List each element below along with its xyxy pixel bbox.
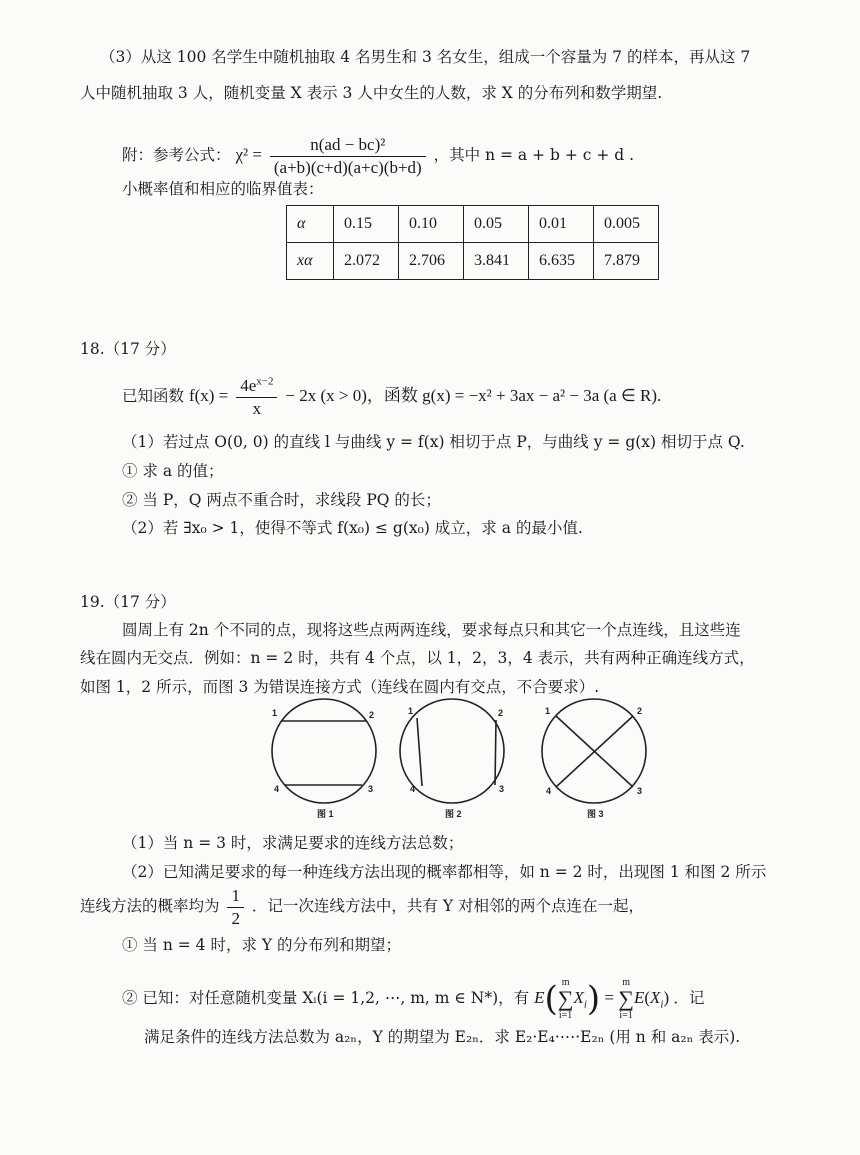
q19-header: 19.（17 分） — [80, 593, 176, 611]
expectation-sum-formula: E( m ∑ $i=1X_i) = m$ ∑ $i=1E(X_i)$ — [534, 977, 674, 1022]
q19-intro2: 线在圆内无交点．例如：n = 2 时，共有 4 个点，以 1，2，3，4 表示，共有两种正确连线方式， — [80, 649, 755, 667]
q19-intro1: 圆周上有 2n 个不同的点，现将这些点两两连线，要求每点只和其它一个点连线，且这些连 — [122, 621, 741, 639]
sum-upper: m — [561, 977, 570, 989]
table-caption: 小概率值和相应的临界值表： — [122, 180, 324, 198]
q19-figures — [262, 698, 662, 822]
x-alpha-row — [287, 243, 659, 280]
appendix-formula — [122, 133, 634, 179]
alpha-cell: 0.10 — [399, 206, 464, 243]
alpha-row — [287, 206, 659, 243]
sum-upper-2: m — [622, 977, 630, 989]
q18-given — [122, 374, 661, 420]
fig1-label-1: 1 — [272, 708, 278, 718]
q18-part2: （2）若 ∃x₀ > 1，使得不等式 f(x₀) ≤ g(x₀) 成立，求 a 的最小值. — [122, 519, 583, 537]
q18-f-exponent: x−2 — [256, 374, 274, 387]
x-alpha-cell: 6.635 — [529, 243, 594, 280]
formula-where: ，其中 n = a + b + c + d . — [433, 146, 635, 164]
x-alpha-cell: 2.706 — [399, 243, 464, 280]
q19-part2-2-post: ．记 — [673, 989, 705, 1007]
q19-part2b-pre: 连线方法的概率均为 — [80, 897, 220, 915]
chi-square-denominator: (a+b)(c+d)(a+c)(b+d) — [273, 157, 422, 177]
q19-part2-2 — [122, 972, 704, 1025]
fig2-label-1: 1 — [408, 706, 414, 716]
half-numerator: 1 — [227, 885, 244, 908]
q18-f-tail: − 2x (x > 0)，函数 g(x) = −x² + 3ax − a² − 3a (a ∈ R). — [285, 386, 662, 405]
q19-intro3: 如图 1，2 所示，而图 3 为错误连接方式（连线在圆内有交点，不合要求）. — [80, 678, 600, 696]
q18-part1: （1）若过点 O(0, 0) 的直线 l 与曲线 y = f(x) 相切于点 P，与曲线 y = g(x) 相切于点 Q. — [122, 433, 745, 451]
chi-square-lhs: χ² = — [235, 145, 262, 164]
alpha-cell: 0.01 — [529, 206, 594, 243]
q18-f-lhs: f(x) = — [188, 386, 229, 405]
q18-f-denominator: x — [252, 398, 262, 418]
q19-part2-3: 满足条件的连线方法总数为 a₂ₙ，Y 的期望为 E₂ₙ．求 E₂·E₄·⋯·E₂ₙ (用 n 和 a₂ₙ 表示). — [144, 1028, 741, 1046]
alpha-label: α — [287, 206, 334, 243]
x-alpha-cell: 7.879 — [594, 243, 659, 280]
chi-square-numerator: n(ad − bc)² — [270, 134, 426, 157]
alpha-cell: 0.005 — [594, 206, 659, 243]
q18-part1b: ② 当 P，Q 两点不重合时，求线段 PQ 的长； — [122, 491, 441, 509]
sum-lower-2: i=1 — [619, 1010, 633, 1022]
q19-part1: （1）当 n = 3 时，求满足要求的连线方法总数； — [122, 834, 464, 852]
appendix-label: 附：参考公式： — [122, 146, 231, 164]
fig2-label-3: 3 — [499, 784, 505, 794]
fig3-label-2: 2 — [637, 706, 643, 716]
fig1-circle — [272, 699, 376, 803]
part3-line1: （3）从这 100 名学生中随机抽取 4 名男生和 3 名女生，组成一个容量为 7 的样本，再从这 7 — [100, 48, 751, 66]
fig3-label-3: 3 — [637, 786, 643, 796]
fig3-label-1: 1 — [545, 706, 551, 716]
x-alpha-label: xα — [287, 243, 334, 280]
fig2-chord-right — [495, 720, 496, 785]
fig2-chord-left — [417, 718, 422, 786]
fig2-label-4: 4 — [410, 784, 416, 794]
fig1-label-4: 4 — [274, 784, 280, 794]
part3-line2: 人中随机抽取 3 人，随机变量 X 表示 3 人中女生的人数，求 X 的分布列和数学期望. — [80, 84, 663, 102]
fig3-label-4: 4 — [546, 786, 552, 796]
chi-square-fraction — [270, 134, 426, 179]
q19-part2-2-pre: ② 已知：对任意随机变量 Xᵢ(i = 1,2, ⋯, m, m ∈ N*)，有 — [122, 989, 530, 1007]
fig1-label-2: 2 — [369, 710, 375, 720]
q18-header: 18.（17 分） — [80, 340, 176, 358]
q18-f-fraction — [236, 375, 277, 420]
half-denominator: 2 — [231, 908, 240, 928]
fig2-caption: 图 2 — [445, 809, 462, 819]
q18-given-prefix: 已知函数 — [122, 387, 185, 405]
q18-part1a: ① 求 a 的值； — [122, 462, 224, 480]
sum-lower: i=1 — [558, 1010, 573, 1022]
q18-f-numerator: 4e — [240, 375, 257, 395]
fig1-caption: 图 1 — [317, 809, 334, 819]
fig1-label-3: 3 — [368, 784, 374, 794]
q19-part2b-post: ．记一次连线方法中，共有 Y 对相邻的两个点连在一起， — [251, 897, 644, 915]
critical-value-table — [286, 205, 659, 280]
alpha-cell: 0.15 — [334, 206, 399, 243]
q19-part2b — [80, 884, 644, 930]
x-alpha-cell: 3.841 — [464, 243, 529, 280]
alpha-cell: 0.05 — [464, 206, 529, 243]
q19-part2-1: ① 当 n = 4 时，求 Y 的分布列和期望； — [122, 936, 402, 954]
fig3-caption: 图 3 — [587, 809, 604, 819]
half-fraction — [227, 885, 244, 930]
q19-part2a: （2）已知满足要求的每一种连线方法出现的概率都相等，如 n = 2 时，出现图 1 和图 2 所示 — [122, 863, 767, 881]
x-alpha-cell: 2.072 — [334, 243, 399, 280]
fig2-circle — [400, 699, 504, 803]
fig2-label-2: 2 — [498, 708, 504, 718]
